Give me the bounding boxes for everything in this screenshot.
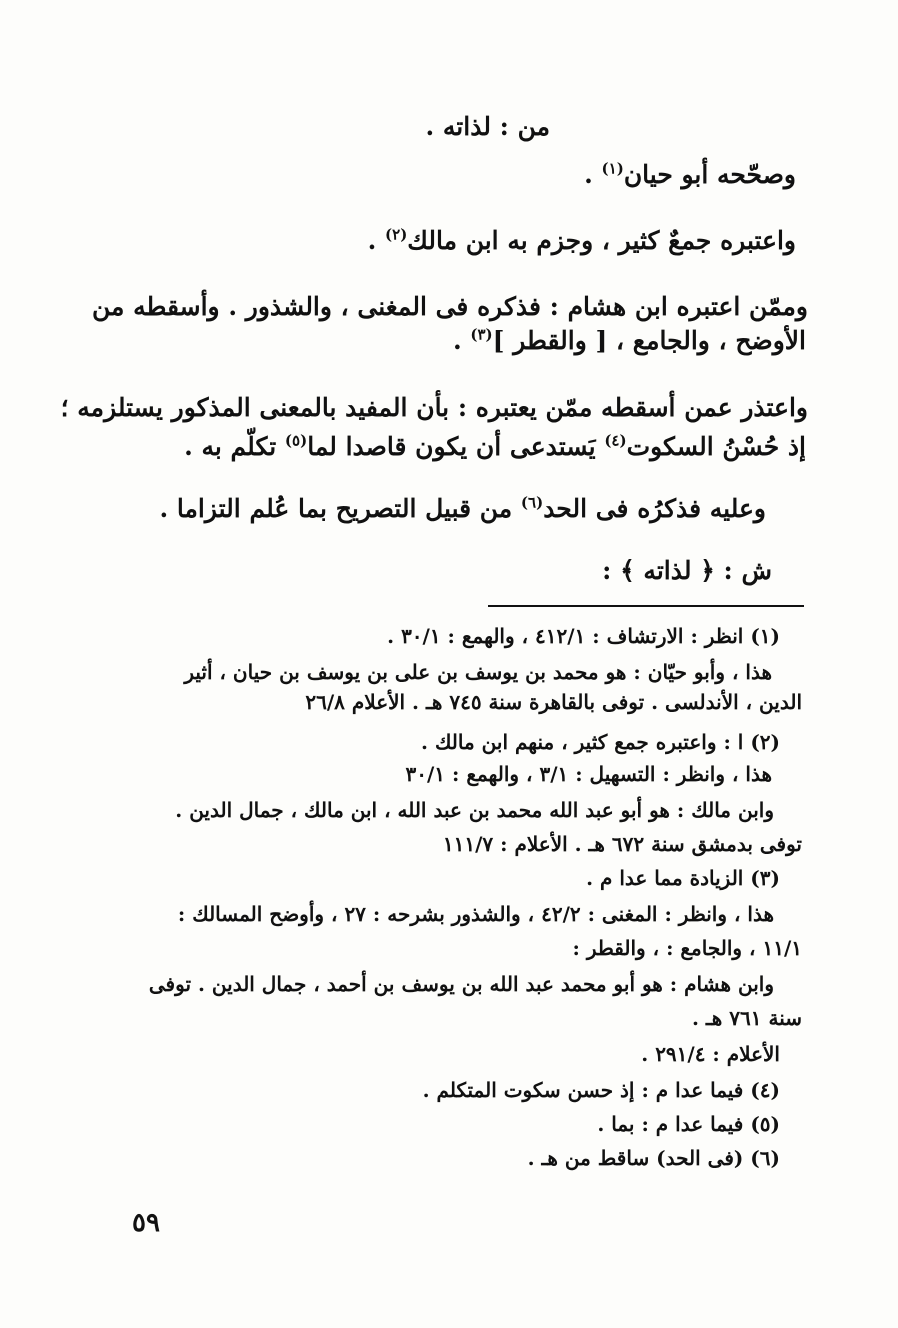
footnote-2-cont-2: وابن مالك : هو أبو عبد الله محمد بن عبد الله ، ابن مالك ، جمال الدين .	[175, 798, 774, 822]
footnote-2-cont-1: هذا ، وانظر : التسهيل : ٣/١ ، والهمع : ٣٠/١	[405, 762, 772, 786]
footnote-3-cont-1: هذا ، وانظر : المغنى : ٤٢/٢ ، والشذور بشرحه : ٢٧ ، وأوضح المسالك :	[177, 902, 774, 926]
footnote-2: (٢) ا : واعتبره جمع كثير ، منهم ابن مالك .	[421, 730, 780, 754]
footnote-1-cont-1: هذا ، وأبو حيّان : هو محمد بن يوسف بن على بن يوسف بن حيان ، أثير	[184, 660, 772, 684]
footnote-1-cont-2: الدين ، الأندلسى . توفى بالقاهرة سنة ٧٤٥ هـ . الأعلام ٢٦/٨	[305, 690, 802, 714]
sharh-label: ش :	[714, 556, 772, 585]
page-number: ٥٩	[132, 1208, 160, 1238]
main-line-2	[584, 160, 796, 190]
main-line-5-text: الأوضح ، والجامع ، [ والقطر ]	[492, 326, 806, 355]
main-line-1: من : لذاته .	[425, 112, 550, 141]
ornament-close-icon: ﴾	[620, 556, 635, 585]
footnote-6: (٦) (فى الحد) ساقط من هـ .	[527, 1146, 780, 1170]
footnote-4: (٤) فيما عدا م : إذ حسن سكوت المتكلم .	[422, 1078, 780, 1102]
main-line-8-a: وعليه فذكرُه فى الحد	[543, 494, 766, 523]
quoted-word: لذاته	[634, 556, 701, 585]
footnote-3: (٣) الزيادة مما عدا م .	[586, 866, 780, 890]
main-line-8-b: من قبيل التصريح بما عُلم التزاما .	[159, 494, 521, 523]
footnote-ref-5: (٥)	[284, 431, 308, 450]
footnote-ref-1: (١)	[601, 159, 624, 178]
main-line-3-text: واعتبره جمعٌ كثير ، وجزم به ابن مالك	[407, 226, 796, 255]
main-line-7	[184, 432, 806, 462]
footnote-3-cont-5: الأعلام : ٢٩١/٤ .	[641, 1042, 780, 1066]
main-line-3	[368, 226, 796, 256]
footnote-ref-4: (٤)	[604, 431, 627, 450]
footnote-3-cont-3: وابن هشام : هو أبو محمد عبد الله بن يوسف بن أحمد ، جمال الدين . توفى	[148, 972, 774, 996]
main-line-8	[159, 494, 766, 524]
footnote-ref-3: (٣)	[470, 325, 493, 344]
footnote-separator	[488, 605, 804, 607]
main-line-2-text: وصحّحه أبو حيان	[623, 160, 796, 189]
main-line-2-end: .	[584, 160, 602, 189]
footnote-3-cont-2: ١١/١ ، والجامع : ، والقطر :	[572, 936, 802, 960]
main-line-3-end: .	[367, 226, 386, 255]
main-line-4: وممّن اعتبره ابن هشام : فذكره فى المغنى ، والشذور . وأسقطه من	[91, 292, 808, 321]
main-line-7-a: إذ حُسْنُ السكوت	[626, 432, 806, 461]
footnote-3-cont-4: سنة ٧٦١ هـ .	[691, 1006, 802, 1030]
ornament-open-icon: ﴿	[700, 556, 715, 585]
main-line-5	[453, 326, 806, 356]
footnote-2-cont-3: توفى بدمشق سنة ٦٧٢ هـ . الأعلام : ١١١/٧	[442, 832, 802, 856]
footnote-ref-2: (٢)	[385, 225, 408, 244]
main-line-9	[602, 556, 772, 586]
footnote-1: (١) انظر : الارتشاف : ٤١٢/١ ، والهمع : ٣٠/١ .	[387, 624, 780, 648]
footnote-ref-6: (٦)	[520, 493, 544, 512]
footnote-5: (٥) فيما عدا م : بما .	[597, 1112, 780, 1136]
main-line-5-end: .	[452, 326, 471, 355]
main-line-7-b: يَستدعى أن يكون قاصدا لما	[307, 432, 605, 461]
main-line-9-end: :	[602, 556, 621, 585]
main-line-6: واعتذر عمن أسقطه ممّن يعتبره : بأن المفيد بالمعنى المذكور يستلزمه ؛	[60, 393, 808, 422]
main-line-7-c: تكلّم به .	[184, 432, 285, 461]
